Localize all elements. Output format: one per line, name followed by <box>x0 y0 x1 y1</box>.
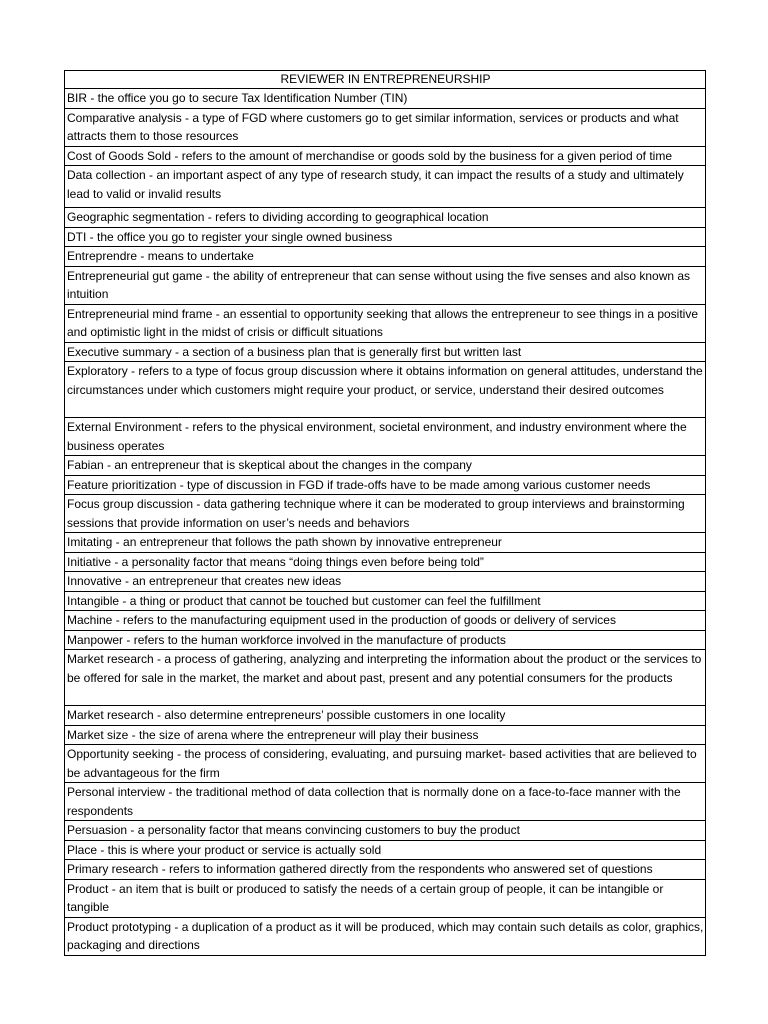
table-row <box>65 572 706 592</box>
table-row <box>65 227 706 247</box>
table-cell: Primary research - refers to information gathered directly from the respondents who answered set of questions <box>65 860 706 880</box>
table-cell: Market research - a process of gathering, analyzing and interpreting the information about the product or the services to be offered for sale in the market, the market and about past, present and any potential consumers for the products <box>65 650 706 706</box>
table-row <box>65 533 706 553</box>
table-cell: Entreprendre - means to undertake <box>65 247 706 267</box>
table-row <box>65 917 706 955</box>
table-cell: Exploratory - refers to a type of focus group discussion where it obtains information on general attitudes, understand the circumstances under which customers might require your product, or service, understand their desired outcomes <box>65 362 706 418</box>
table-row <box>65 860 706 880</box>
table-cell: Initiative - a personality factor that means “doing things even before being told” <box>65 552 706 572</box>
table-row <box>65 456 706 476</box>
table-row <box>65 650 706 706</box>
table-row <box>65 706 706 726</box>
table-cell: Innovative - an entrepreneur that creates new ideas <box>65 572 706 592</box>
table-cell: Executive summary - a section of a business plan that is generally first but written last <box>65 342 706 362</box>
table-cell: Geographic segmentation - refers to dividing according to geographical location <box>65 208 706 228</box>
table-row <box>65 840 706 860</box>
table-row <box>65 783 706 821</box>
table-row <box>65 745 706 783</box>
table-cell: Personal interview - the traditional method of data collection that is normally done on a face-to-face manner with the respondents <box>65 783 706 821</box>
table-cell: Data collection - an important aspect of any type of research study, it can impact the results of a study and ultimately lead to valid or invalid results <box>65 166 706 208</box>
table-cell: External Environment - refers to the physical environment, societal environment, and industry environment where the business operates <box>65 418 706 456</box>
table-cell: Focus group discussion - data gathering technique where it can be moderated to group interviews and brainstorming sessions that provide information on user’s needs and behaviors <box>65 495 706 533</box>
table-cell: Product prototyping - a duplication of a product as it will be produced, which may contain such details as color, graphics, packaging and directions <box>65 917 706 955</box>
table-row <box>65 208 706 228</box>
table-row <box>65 630 706 650</box>
table-row <box>65 475 706 495</box>
table-cell: Entrepreneurial mind frame - an essential to opportunity seeking that allows the entrepreneur to see things in a positive and optimistic light in the midst of crisis or difficult situations <box>65 304 706 342</box>
table-row <box>65 247 706 267</box>
table-row <box>65 418 706 456</box>
table-row <box>65 725 706 745</box>
table-cell: BIR - the office you go to secure Tax Identification Number (TIN) <box>65 89 706 109</box>
table-cell: Persuasion - a personality factor that means convincing customers to buy the product <box>65 821 706 841</box>
table-row <box>65 166 706 208</box>
table-row <box>65 591 706 611</box>
reviewer-table <box>64 70 706 956</box>
table-cell: DTI - the office you go to register your single owned business <box>65 227 706 247</box>
table-row <box>65 821 706 841</box>
reviewer-sheet <box>64 70 706 956</box>
table-row <box>65 266 706 304</box>
table-row <box>65 304 706 342</box>
table-row <box>65 108 706 146</box>
table-row <box>65 552 706 572</box>
table-cell: Imitating - an entrepreneur that follows the path shown by innovative entrepreneur <box>65 533 706 553</box>
table-cell: Market size - the size of arena where the entrepreneur will play their business <box>65 725 706 745</box>
title-row <box>65 71 706 89</box>
table-row <box>65 879 706 917</box>
table-cell: Feature prioritization - type of discussion in FGD if trade-offs have to be made among various customer needs <box>65 475 706 495</box>
table-cell: Product - an item that is built or produced to satisfy the needs of a certain group of people, it can be intangible or tangible <box>65 879 706 917</box>
table-cell: Machine - refers to the manufacturing equipment used in the production of goods or delivery of services <box>65 611 706 631</box>
table-cell: Market research - also determine entrepreneurs’ possible customers in one locality <box>65 706 706 726</box>
table-row <box>65 89 706 109</box>
table-cell: Manpower - refers to the human workforce involved in the manufacture of products <box>65 630 706 650</box>
table-cell: Opportunity seeking - the process of considering, evaluating, and pursuing market- based activities that are believed to be advantageous for the firm <box>65 745 706 783</box>
table-cell: Fabian - an entrepreneur that is skeptical about the changes in the company <box>65 456 706 476</box>
table-row <box>65 342 706 362</box>
table-row <box>65 495 706 533</box>
table-cell: Entrepreneurial gut game - the ability of entrepreneur that can sense without using the five senses and also known as intuition <box>65 266 706 304</box>
table-cell: Place - this is where your product or service is actually sold <box>65 840 706 860</box>
table-row <box>65 362 706 418</box>
table-cell: Intangible - a thing or product that cannot be touched but customer can feel the fulfillment <box>65 591 706 611</box>
table-row <box>65 611 706 631</box>
document-title: REVIEWER IN ENTREPRENEURSHIP <box>65 71 706 89</box>
table-cell: Cost of Goods Sold - refers to the amount of merchandise or goods sold by the business for a given period of time <box>65 146 706 166</box>
table-row <box>65 146 706 166</box>
table-cell: Comparative analysis - a type of FGD where customers go to get similar information, services or products and what attracts them to those resources <box>65 108 706 146</box>
